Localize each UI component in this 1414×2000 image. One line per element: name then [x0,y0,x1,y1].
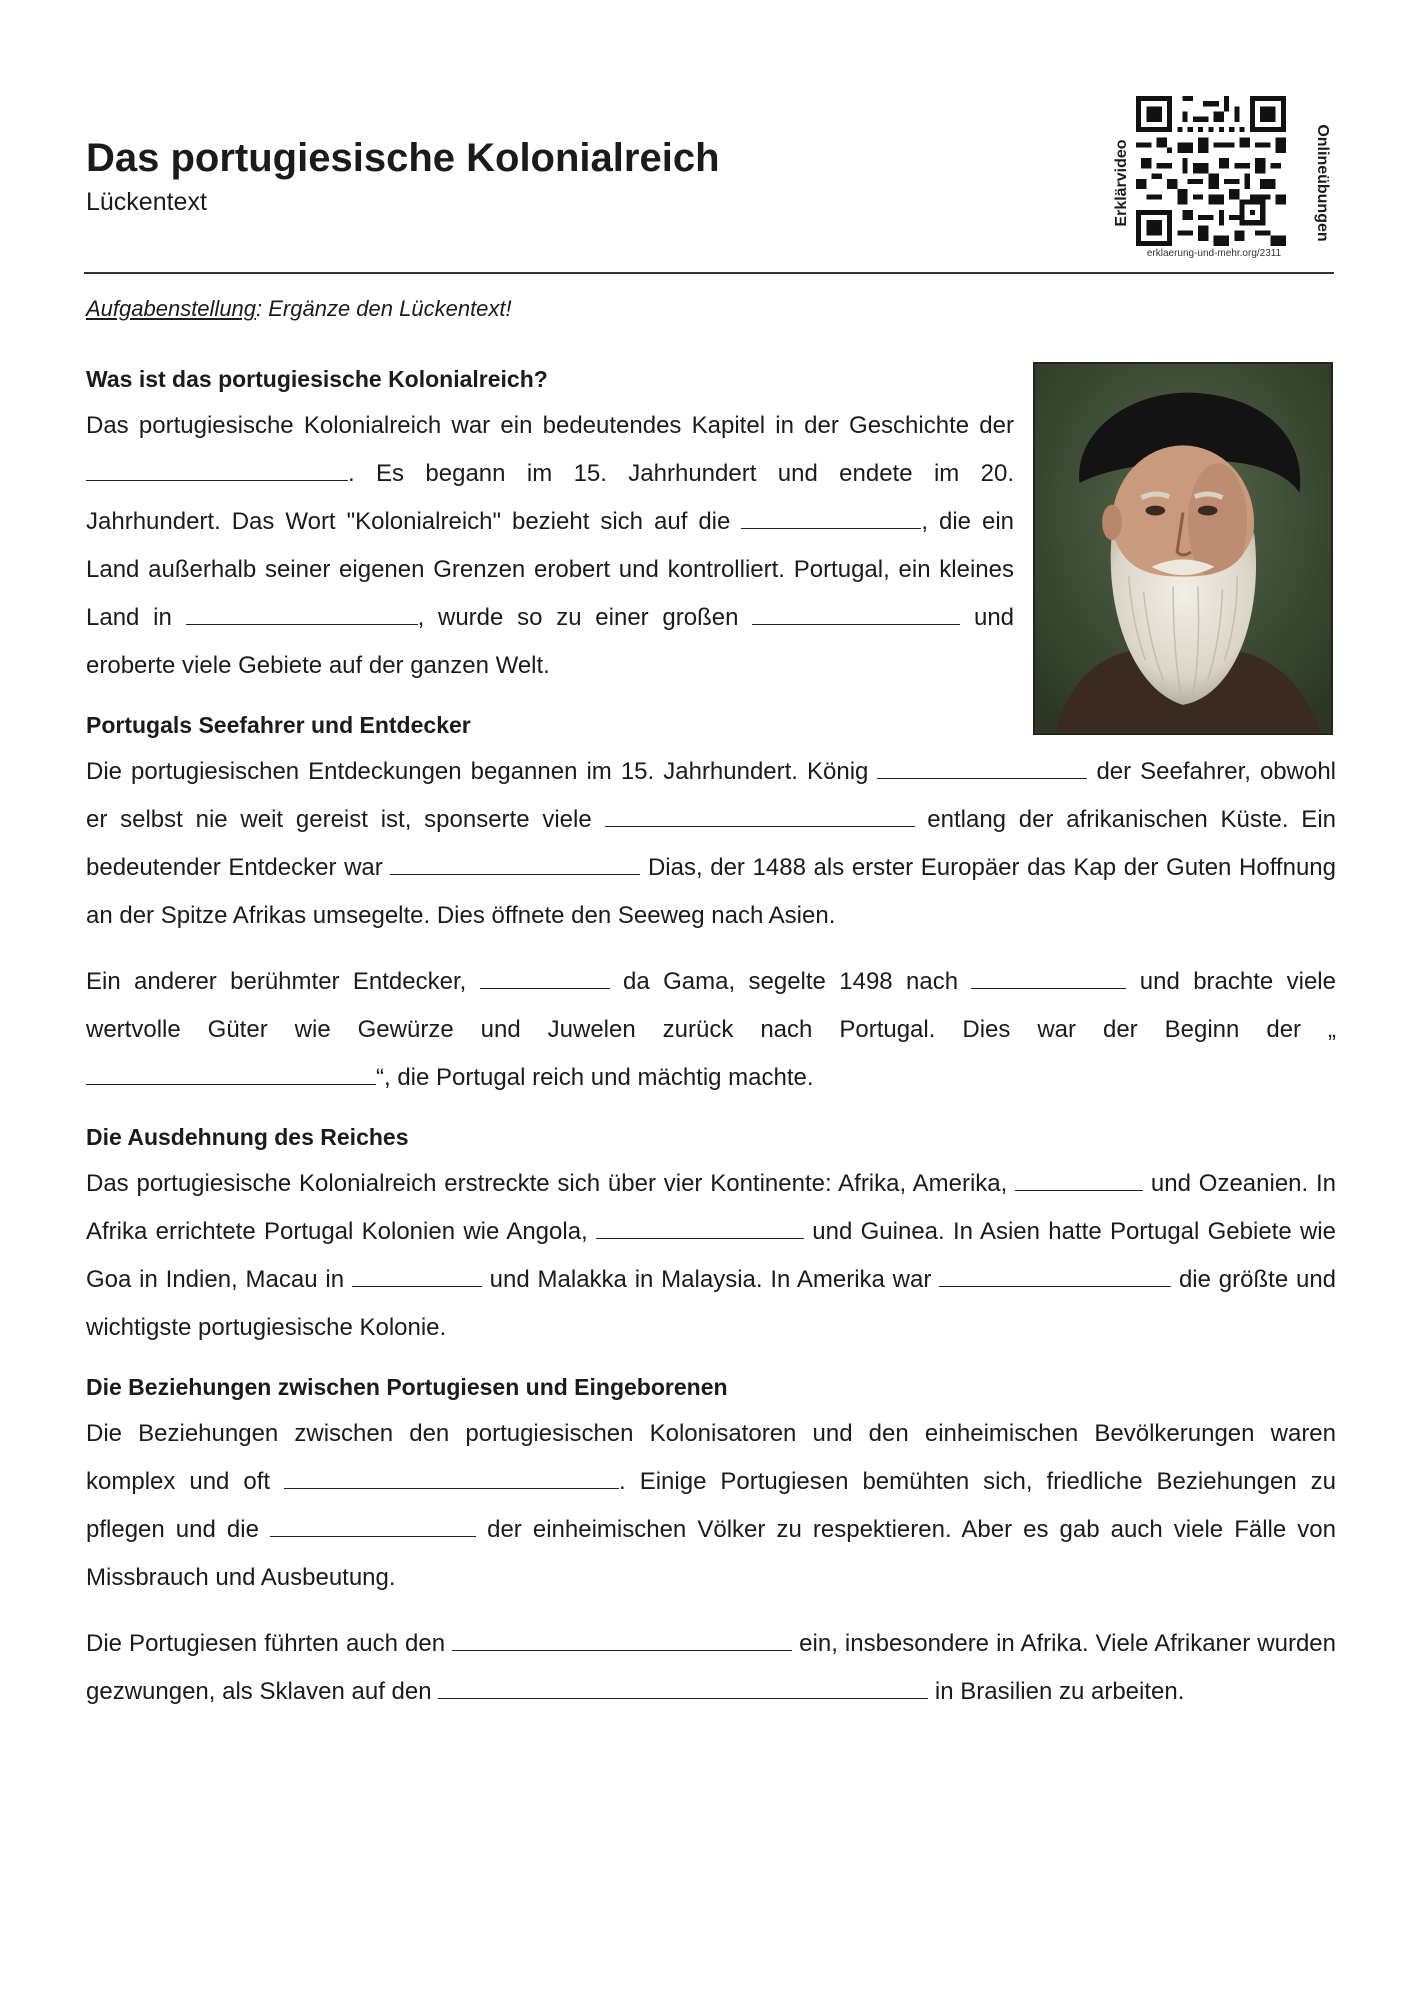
qr-url: erklaerung-und-mehr.org/2311 [1146,248,1282,259]
section-beziehungen [86,1370,1336,1716]
fill-blank[interactable] [877,754,1087,779]
text-segment: und brachte viele wertvolle Güter wie Gewürze und Juwelen zurück nach Portugal. Dies war der Beginn der „ [86,968,1336,1043]
text-segment: Dias, der 1488 als erster Europäer das Kap der Guten Hoffnung an der Spitze Afrikas umsegelte. Dies öffnete den Seeweg nach Asien. [86,854,1336,929]
section-ausdehnung [86,1120,1336,1352]
text-segment: die größte und wichtigste portugiesische Kolonie. [86,1266,1337,1341]
text-segment: Das portugiesische Kolonialreich war ein bedeutendes Kapitel in der Geschichte der [86,412,1014,439]
text-segment: Die Beziehungen zwischen den portugiesischen Kolonisatoren und den einheimischen Bevölkerungen waren komplex und oft [86,1420,1336,1495]
page-title: Das portugiesische Kolonialreich [86,136,720,180]
section-was-ist [86,362,1336,690]
task-instruction [86,296,512,322]
text-segment: da Gama, segelte 1498 nach [609,968,972,995]
text-segment: ein, insbesondere in Afrika. Viele Afrikaner wurden gezwungen, als Sklaven auf den [86,1630,1336,1705]
fill-blank[interactable] [86,1060,376,1085]
text-segment: der Seefahrer, obwohl er selbst nie weit gereist ist, sponserte viele [86,758,1336,833]
fill-blank[interactable] [939,1262,1171,1287]
paragraph [86,402,1014,690]
task-label: Aufgabenstellung [86,296,257,321]
worksheet-header [86,136,720,217]
fill-blank[interactable] [596,1214,804,1239]
section-heading: Die Beziehungen zwischen Portugiesen und Eingeborenen [86,1374,728,1400]
text-segment: entlang der afrikanischen Küste. Ein bedeutender Entdecker war [86,806,1336,881]
fill-blank[interactable] [438,1674,928,1699]
text-segment: Die portugiesischen Entdeckungen begannen im 15. Jahrhundert. König [86,758,878,785]
section-heading: Was ist das portugiesische Kolonialreich? [86,366,548,392]
fill-blank[interactable] [480,964,610,989]
worksheet-content [86,362,1336,1734]
text-segment: . Einige Portugiesen bemühten sich, friedliche Beziehungen zu pflegen und die [86,1468,1336,1543]
fill-blank[interactable] [1015,1166,1143,1191]
qr-label-exercises: Onlineübungen [1314,124,1331,242]
fill-blank[interactable] [284,1464,619,1489]
text-segment: und Ozeanien. In Afrika errichtete Portugal Kolonien wie Angola, [86,1170,1337,1245]
text-segment: . Es begann im 15. Jahrhundert und endete im 20. Jahrhundert. Das Wort "Kolonialreich" bezieht sich auf die [86,460,1014,535]
text-segment: Die Portugiesen führten auch den [86,1630,453,1657]
header-divider [84,272,1334,274]
text-segment: , wurde so zu einer großen [417,604,753,631]
fill-blank[interactable] [186,600,418,625]
text-segment: der einheimischen Völker zu respektieren. Aber es gab auch viele Fälle von Missbrauch und Ausbeutung. [86,1516,1336,1591]
fill-blank[interactable] [752,600,960,625]
paragraph [86,1410,1336,1602]
fill-blank[interactable] [605,802,915,827]
section-heading: Die Ausdehnung des Reiches [86,1124,409,1150]
text-segment: und Guinea. In Asien hatte Portugal Gebiete wie Goa in Indien, Macau in [86,1218,1336,1293]
section-heading: Portugals Seefahrer und Entdecker [86,712,471,738]
paragraph [86,748,1336,940]
page-subtitle: Lückentext [86,188,207,216]
paragraph [86,1620,1336,1716]
section-seefahrer [86,708,1336,1102]
fill-blank[interactable] [452,1626,792,1651]
text-segment: , die ein Land außerhalb seiner eigenen Grenzen erobert und kontrolliert. Portugal, ein kleines Land in [86,508,1015,631]
text-segment: “, die Portugal reich und mächtig machte. [376,1064,814,1091]
fill-blank[interactable] [390,850,640,875]
text-segment: und eroberte viele Gebiete auf der ganzen Welt. [86,604,1015,679]
fill-blank[interactable] [971,964,1126,989]
text-segment: Ein anderer berühmter Entdecker, [86,968,480,995]
task-text: : Ergänze den Lückentext! [256,296,512,321]
fill-blank[interactable] [741,504,921,529]
text-segment: und Malakka in Malaysia. In Amerika war [481,1266,940,1293]
fill-blank[interactable] [270,1512,476,1537]
text-segment: in Brasilien zu arbeiten. [928,1678,1185,1705]
fill-blank[interactable] [86,456,348,481]
fill-blank[interactable] [352,1262,482,1287]
paragraph [86,1160,1336,1352]
qr-code-icon[interactable] [1136,96,1286,246]
paragraph [86,958,1336,1102]
text-segment: Das portugiesische Kolonialreich erstreckte sich über vier Kontinente: Afrika, Amerika, [86,1170,1016,1197]
qr-label-video: Erklärvideo [1113,139,1130,227]
qr-block [1096,90,1336,270]
